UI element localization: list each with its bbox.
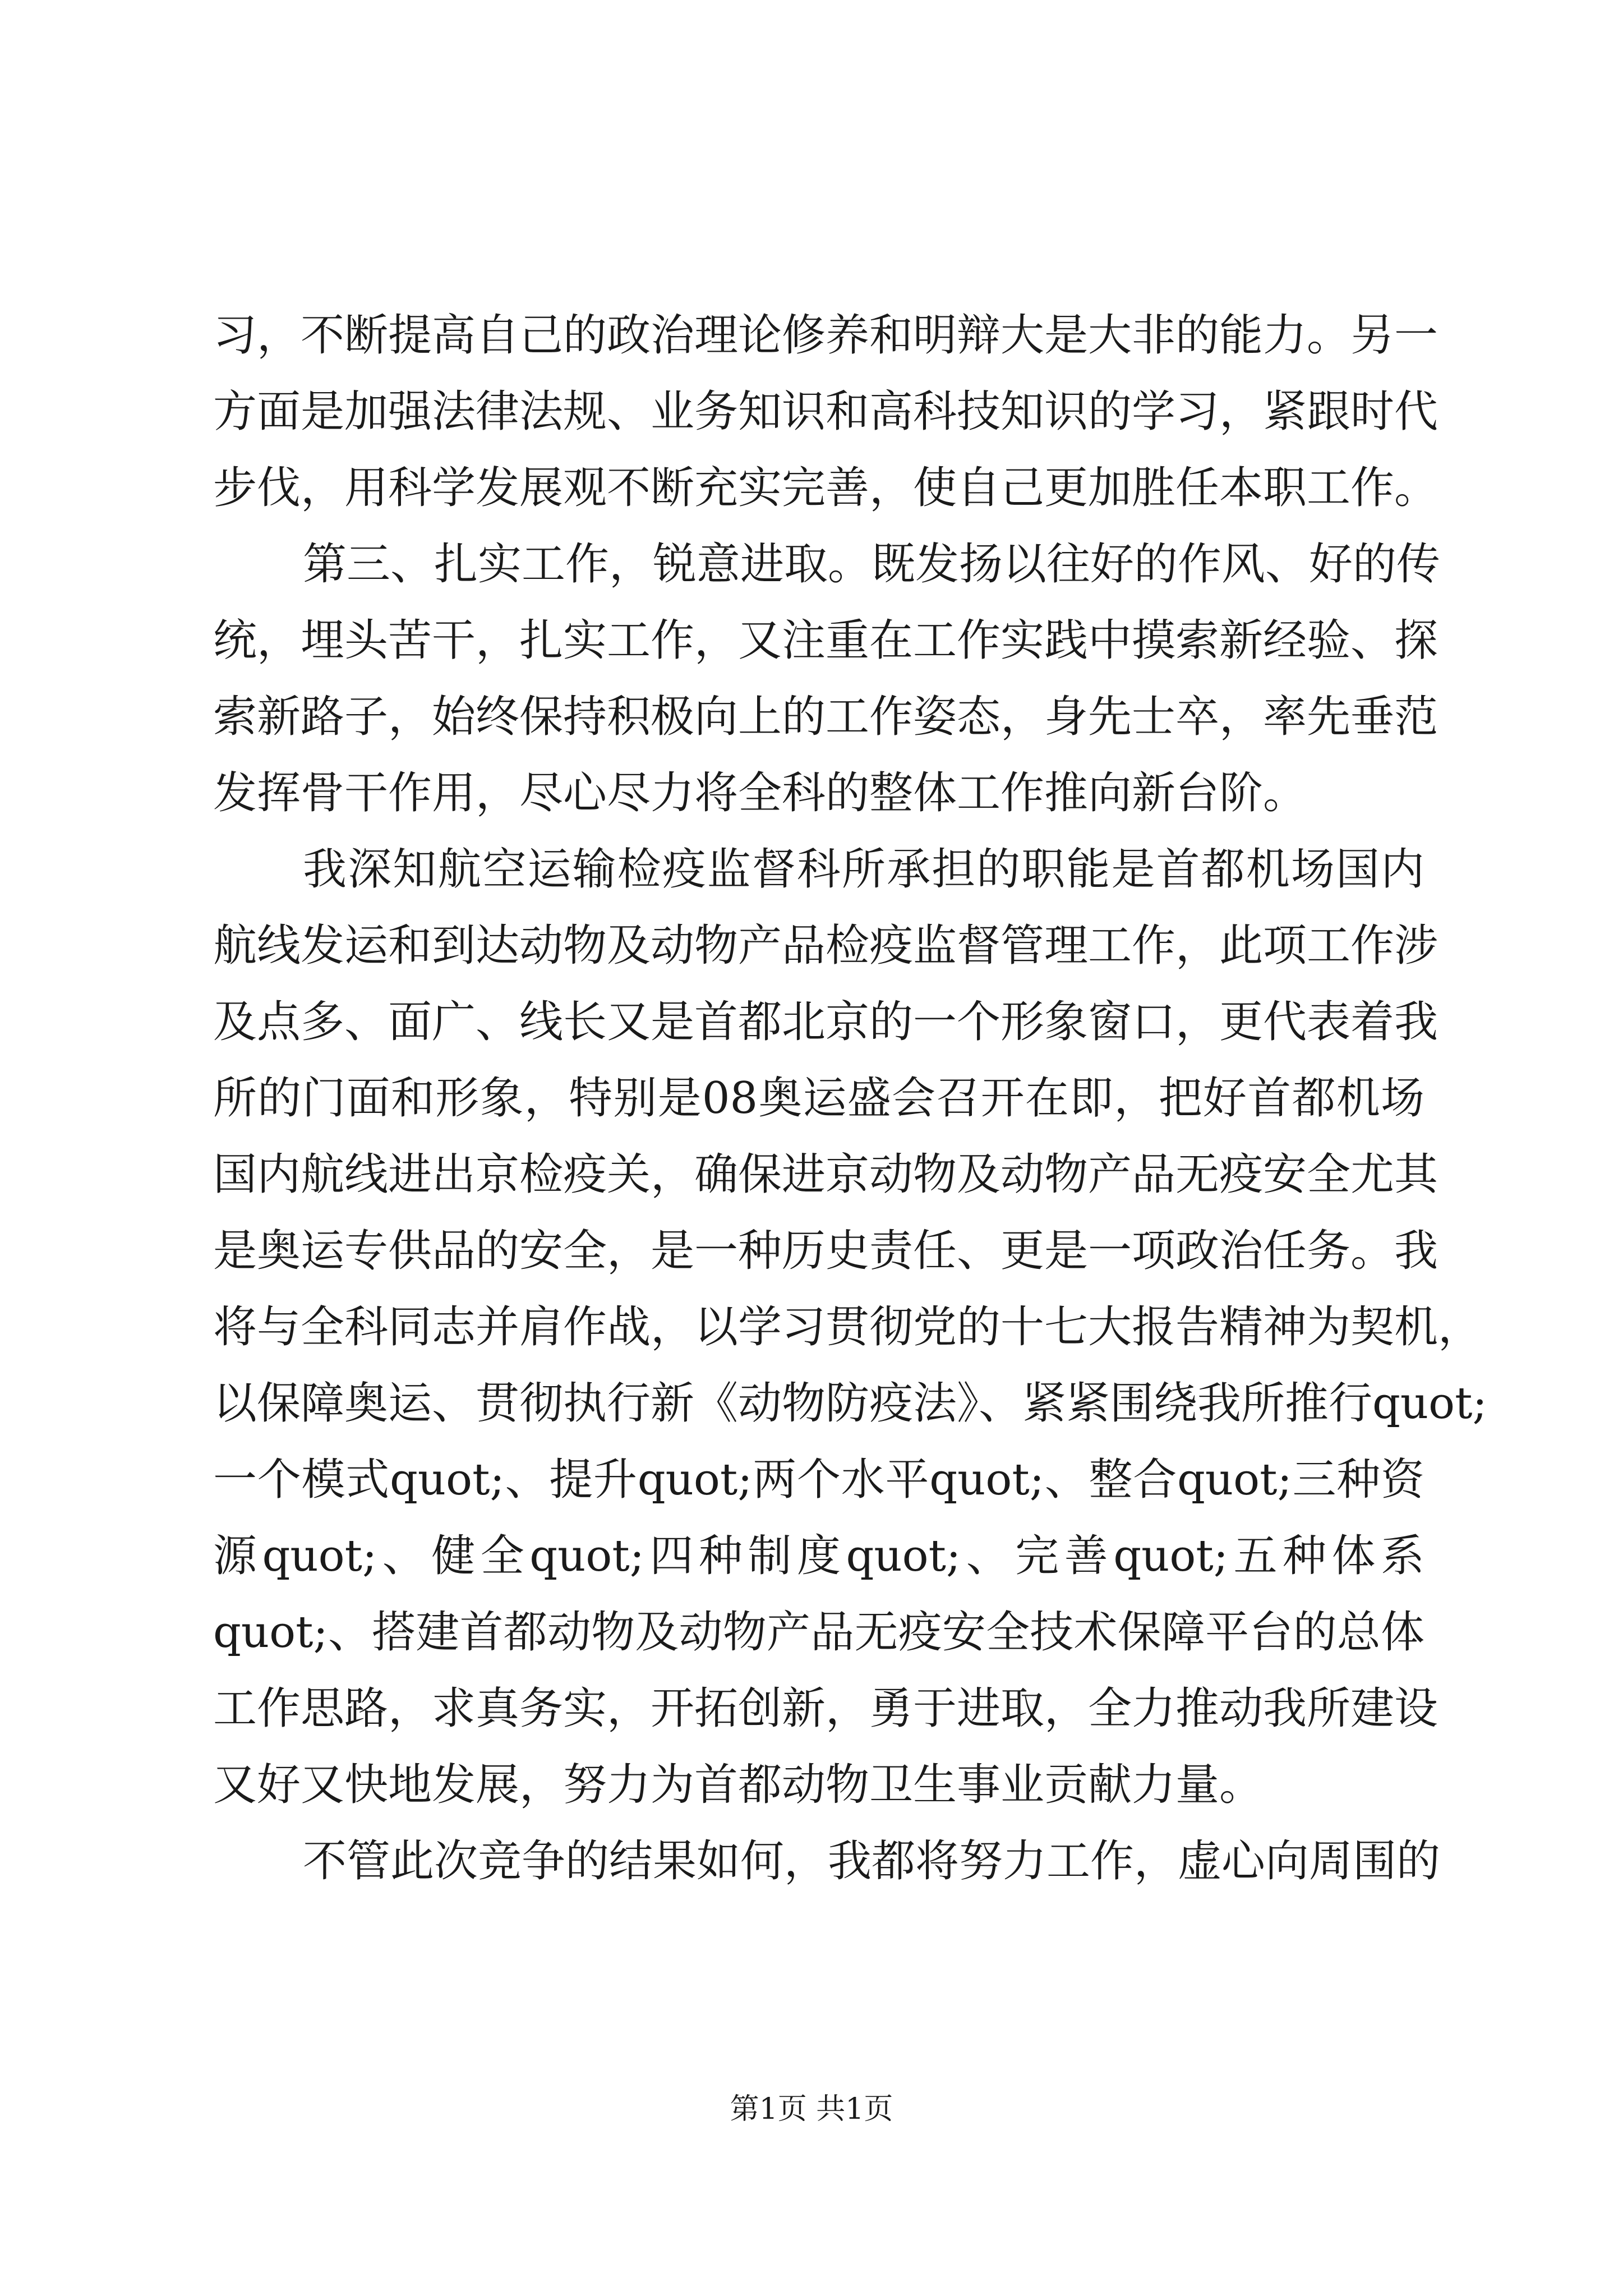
text-line: 又好又快地发展，努力为首都动物卫生事业贡献力量。 (213, 1760, 1264, 1810)
text-line: 将与全科同志并肩作战，以学习贯彻党的十七大报告精神为契机， (213, 1302, 1482, 1352)
text-line: 及点多、面广、线长又是首都北京的一个形象窗口，更代表着我 (213, 997, 1438, 1047)
text-line: quot;、搭建首都动物及动物产品无疫安全技术保障平台的总体 (213, 1607, 1424, 1658)
paragraph-start-line: 第三、扎实工作，锐意进取。既发扬以往好的作风、好的传 (303, 539, 1441, 590)
text-line: 所的门面和形象，特别是08奥运盛会召开在即，把好首都机场 (213, 1073, 1424, 1124)
text-line: 航线发运和到达动物及动物产品检疫监督管理工作，此项工作涉 (213, 921, 1438, 971)
text-line: 索新路子，始终保持积极向上的工作姿态，身先士卒，率先垂范 (213, 692, 1438, 742)
text-line: 工作思路，求真务实，开拓创新，勇于进取，全力推动我所建设 (213, 1683, 1438, 1734)
text-line: 是奥运专供品的安全，是一种历史责任、更是一项政治任务。我 (213, 1226, 1438, 1276)
text-line: 以保障奥运、贯彻执行新《动物防疫法》、紧紧围绕我所推行quot; (213, 1378, 1487, 1429)
paragraph-start-line: 不管此次竞争的结果如何，我都将努力工作，虚心向周围的 (303, 1836, 1441, 1887)
text-line: 源quot;、健全quot;四种制度quot;、完善quot;五种体系 (213, 1531, 1424, 1581)
text-line: 统，埋头苦干，扎实工作，又注重在工作实践中摸索新经验、探 (213, 615, 1438, 666)
page-number-footer: 第1页 共1页 (730, 2092, 893, 2126)
text-line: 方面是加强法律法规、业务知识和高科技知识的学习，紧跟时代 (213, 386, 1438, 437)
text-line: 步伐，用科学发展观不断充实完善，使自己更加胜任本职工作。 (213, 463, 1438, 513)
paragraph-start-line: 我深知航空运输检疫监督科所承担的职能是首都机场国内 (303, 844, 1424, 895)
text-line: 一个模式quot;、提升quot;两个水平quot;、整合quot;三种资 (213, 1455, 1424, 1505)
text-line: 国内航线进出京检疫关，确保进京动物及动物产品无疫安全尤其 (213, 1149, 1438, 1200)
text-line: 发挥骨干作用，尽心尽力将全科的整体工作推向新台阶。 (213, 768, 1307, 818)
text-line: 习，不断提高自己的政治理论修养和明辩大是大非的能力。另一 (213, 310, 1438, 361)
